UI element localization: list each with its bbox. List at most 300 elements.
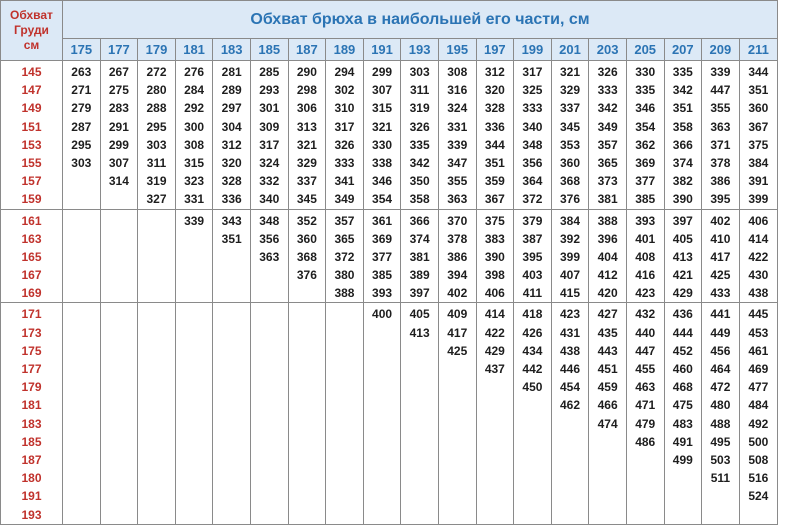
- size-value: [514, 487, 551, 505]
- size-value: 354: [635, 119, 656, 134]
- size-value: 371: [710, 137, 731, 152]
- size-value: [514, 469, 551, 487]
- size-value: 350: [409, 174, 430, 189]
- size-value: 341: [334, 174, 355, 189]
- size-value: 331: [447, 119, 468, 134]
- table-cell: [363, 61, 401, 210]
- size-value: 368: [296, 249, 317, 264]
- size-value: 323: [184, 174, 205, 189]
- chest-girth-value: 145: [21, 65, 42, 79]
- column-header: 181: [175, 39, 213, 61]
- column-header: 205: [626, 39, 664, 61]
- size-value: [326, 324, 363, 342]
- size-value: 331: [184, 192, 205, 207]
- size-value: 355: [710, 101, 731, 116]
- size-value: 397: [409, 286, 430, 301]
- table-cell: [288, 303, 326, 524]
- corner-label-line: Груди: [14, 23, 49, 37]
- table-cell: [175, 303, 213, 524]
- size-value: 430: [748, 268, 769, 283]
- size-value: [401, 378, 438, 396]
- table-cell: [326, 61, 364, 210]
- size-value: 386: [447, 249, 468, 264]
- size-value: [289, 487, 326, 505]
- size-value: 344: [484, 137, 505, 152]
- size-value: 495: [710, 434, 731, 449]
- size-value: 438: [748, 286, 769, 301]
- size-value: [138, 433, 175, 451]
- size-value: 315: [372, 101, 393, 116]
- size-value: [101, 360, 138, 378]
- size-value: 342: [409, 155, 430, 170]
- size-value: [176, 266, 213, 284]
- size-value: 375: [484, 213, 505, 228]
- size-value: 379: [522, 213, 543, 228]
- size-value: 335: [672, 65, 693, 79]
- size-value: 383: [484, 231, 505, 246]
- size-value: 500: [748, 434, 769, 449]
- size-value: [326, 415, 363, 433]
- size-value: [364, 378, 401, 396]
- chest-girth-value: 159: [21, 192, 42, 207]
- chest-girth-value: 171: [21, 307, 42, 322]
- size-value: 360: [748, 101, 769, 116]
- size-value: [63, 415, 100, 433]
- size-value: 408: [635, 249, 656, 264]
- chest-girth-value: 151: [21, 119, 42, 134]
- size-value: 468: [672, 380, 693, 395]
- size-value: [213, 248, 250, 266]
- size-value: 472: [710, 380, 731, 395]
- size-value: [213, 360, 250, 378]
- size-value: 365: [334, 231, 355, 246]
- size-value: 377: [635, 174, 656, 189]
- size-value: 402: [447, 286, 468, 301]
- size-value: [213, 396, 250, 414]
- size-value: 372: [334, 249, 355, 264]
- size-value: 395: [522, 249, 543, 264]
- size-value: 447: [635, 343, 656, 358]
- table-cell: [363, 209, 401, 303]
- table-cell: [63, 61, 101, 210]
- size-value: 311: [146, 155, 167, 170]
- table-cell: [100, 61, 138, 210]
- size-value: 307: [108, 155, 129, 170]
- size-value: [326, 506, 363, 524]
- size-value: 319: [409, 101, 430, 116]
- size-value: [251, 266, 288, 284]
- size-value: 412: [597, 268, 618, 283]
- table-cell: [138, 209, 176, 303]
- chest-girth-value: 149: [21, 101, 42, 116]
- table-cell: [138, 303, 176, 524]
- size-value: 461: [748, 343, 769, 358]
- size-value: 414: [484, 307, 505, 322]
- column-header: 187: [288, 39, 326, 61]
- size-value: [627, 469, 664, 487]
- size-value: 356: [259, 231, 280, 246]
- size-value: 336: [484, 119, 505, 134]
- size-value: [213, 487, 250, 505]
- size-value: 300: [184, 119, 205, 134]
- size-value: [101, 487, 138, 505]
- size-value: 462: [560, 398, 581, 413]
- size-value: [251, 378, 288, 396]
- table-cell: [326, 303, 364, 524]
- size-value: [251, 415, 288, 433]
- size-value: 306: [296, 101, 317, 116]
- chest-girth-value: 191: [21, 489, 42, 504]
- size-value: [213, 469, 250, 487]
- size-value: 402: [710, 213, 731, 228]
- size-value: 326: [597, 65, 618, 79]
- size-value: 393: [635, 213, 656, 228]
- size-value: [101, 469, 138, 487]
- size-value: [63, 506, 100, 524]
- size-value: 374: [672, 155, 693, 170]
- table-cell: [138, 61, 176, 210]
- size-value: [401, 487, 438, 505]
- size-value: 347: [447, 155, 468, 170]
- table-cell: [476, 209, 514, 303]
- size-value: [176, 342, 213, 360]
- size-value: 387: [522, 231, 543, 246]
- size-value: [289, 378, 326, 396]
- size-value: [552, 451, 589, 469]
- corner-label-line: Обхват: [10, 8, 53, 22]
- size-value: 299: [372, 65, 393, 79]
- size-value: [138, 360, 175, 378]
- size-value: [326, 469, 363, 487]
- column-header: 185: [250, 39, 288, 61]
- size-value: [63, 212, 100, 230]
- table-cell: [63, 303, 101, 524]
- size-value: [63, 190, 100, 208]
- size-value: 321: [372, 119, 393, 134]
- size-value: 362: [635, 137, 656, 152]
- size-value: [138, 396, 175, 414]
- size-value: 302: [334, 83, 355, 98]
- column-header: 189: [326, 39, 364, 61]
- size-value: [251, 396, 288, 414]
- column-header: 201: [551, 39, 589, 61]
- size-value: 298: [296, 83, 317, 98]
- size-value: 324: [447, 101, 468, 116]
- size-value: 317: [334, 119, 355, 134]
- size-value: 388: [334, 286, 355, 301]
- size-value: [213, 342, 250, 360]
- size-value: [176, 324, 213, 342]
- size-value: 414: [748, 231, 769, 246]
- size-value: [665, 469, 702, 487]
- size-value: 477: [748, 380, 769, 395]
- size-value: 275: [108, 83, 129, 98]
- size-value: [289, 360, 326, 378]
- size-value: 499: [672, 452, 693, 467]
- size-value: [251, 324, 288, 342]
- size-value: [101, 433, 138, 451]
- table-cell: [551, 303, 589, 524]
- size-value: [138, 230, 175, 248]
- size-value: [101, 230, 138, 248]
- size-value: 406: [484, 286, 505, 301]
- size-value: 328: [221, 174, 242, 189]
- table-cell: [476, 61, 514, 210]
- size-value: 450: [522, 380, 543, 395]
- table-title: Обхват брюха в наибольшей его части, см: [63, 1, 778, 39]
- size-value: [138, 506, 175, 524]
- size-value: 303: [71, 155, 92, 170]
- column-header: 211: [739, 39, 777, 61]
- size-value: 329: [296, 155, 317, 170]
- size-value: 390: [672, 192, 693, 207]
- size-value: 396: [597, 231, 618, 246]
- size-value: [439, 396, 476, 414]
- size-value: 394: [447, 268, 468, 283]
- size-value: [702, 506, 739, 524]
- size-value: 416: [635, 268, 656, 283]
- size-value: 511: [710, 471, 731, 486]
- size-value: 399: [748, 192, 769, 207]
- size-value: 356: [522, 155, 543, 170]
- size-value: 364: [522, 174, 543, 189]
- size-value: [101, 266, 138, 284]
- size-value: [589, 487, 626, 505]
- size-value: 285: [259, 65, 280, 79]
- size-value: [401, 506, 438, 524]
- size-value: 288: [146, 101, 167, 116]
- size-value: [251, 305, 288, 323]
- size-value: 435: [597, 325, 618, 340]
- size-value: 271: [71, 83, 92, 98]
- size-value: 483: [672, 416, 693, 431]
- size-value: 346: [635, 101, 656, 116]
- size-value: [213, 506, 250, 524]
- size-value: [213, 324, 250, 342]
- table-cell: [401, 303, 439, 524]
- size-value: [514, 415, 551, 433]
- table-cell: [63, 209, 101, 303]
- size-value: 423: [560, 307, 581, 322]
- size-value: 413: [672, 249, 693, 264]
- size-value: 346: [372, 174, 393, 189]
- size-value: [514, 396, 551, 414]
- size-value: 454: [560, 380, 581, 395]
- row-group: [1, 209, 778, 303]
- size-value: [589, 433, 626, 451]
- size-value: 410: [710, 231, 731, 246]
- size-value: [63, 284, 100, 302]
- size-value: 315: [184, 155, 205, 170]
- size-value: 339: [184, 213, 205, 228]
- size-value: 304: [221, 119, 242, 134]
- size-value: 438: [560, 343, 581, 358]
- size-value: 308: [184, 137, 205, 152]
- size-value: 297: [221, 101, 242, 116]
- size-value: 303: [146, 137, 167, 152]
- size-value: 338: [372, 155, 393, 170]
- size-value: 272: [146, 65, 167, 79]
- size-value: 443: [597, 343, 618, 358]
- table-cell: [589, 61, 627, 210]
- size-value: [364, 360, 401, 378]
- column-header: 175: [63, 39, 101, 61]
- size-value: 309: [259, 119, 280, 134]
- size-value: [326, 451, 363, 469]
- size-value: [63, 305, 100, 323]
- size-value: [176, 469, 213, 487]
- size-value: [63, 230, 100, 248]
- size-value: [63, 451, 100, 469]
- size-value: 327: [146, 192, 167, 207]
- size-value: [138, 324, 175, 342]
- size-value: 303: [409, 65, 430, 79]
- size-value: 358: [409, 192, 430, 207]
- size-value: 324: [259, 155, 280, 170]
- size-value: [439, 378, 476, 396]
- size-value: 348: [522, 137, 543, 152]
- size-value: 397: [672, 213, 693, 228]
- size-value: 375: [748, 137, 769, 152]
- size-value: 409: [447, 307, 468, 322]
- size-value: [439, 469, 476, 487]
- size-value: [552, 506, 589, 524]
- size-value: [439, 506, 476, 524]
- table-cell: [175, 209, 213, 303]
- chest-girth-value: 187: [21, 452, 42, 467]
- size-value: 449: [710, 325, 731, 340]
- size-value: 377: [372, 249, 393, 264]
- size-value: [138, 305, 175, 323]
- size-value: 336: [221, 192, 242, 207]
- table-cell: [626, 303, 664, 524]
- size-value: [63, 469, 100, 487]
- size-value: 267: [108, 65, 129, 79]
- size-value: 340: [522, 119, 543, 134]
- size-value: 361: [372, 213, 393, 228]
- table-cell: [514, 303, 552, 524]
- row-group: [1, 303, 778, 524]
- size-value: 436: [672, 307, 693, 322]
- size-value: 317: [522, 65, 543, 79]
- size-value: [176, 360, 213, 378]
- size-value: 390: [484, 249, 505, 264]
- size-value: [627, 451, 664, 469]
- size-value: 328: [484, 101, 505, 116]
- size-value: [63, 487, 100, 505]
- chest-girth-header: [1, 1, 63, 61]
- size-value: 417: [447, 325, 468, 340]
- size-value: 289: [221, 83, 242, 98]
- table-cell: [551, 209, 589, 303]
- size-value: 311: [409, 83, 430, 98]
- size-value: [63, 433, 100, 451]
- size-value: 349: [334, 192, 355, 207]
- size-value: [326, 378, 363, 396]
- size-value: [63, 378, 100, 396]
- size-value: 427: [597, 307, 618, 322]
- size-value: 385: [635, 192, 656, 207]
- size-value: [326, 342, 363, 360]
- chest-girth-value: 183: [21, 416, 42, 431]
- table-cell: [626, 209, 664, 303]
- size-value: [552, 415, 589, 433]
- size-value: 339: [447, 137, 468, 152]
- size-value: 460: [672, 362, 693, 376]
- size-value: [364, 324, 401, 342]
- table-cell: [664, 61, 702, 210]
- size-value: 319: [146, 174, 167, 189]
- size-value: [439, 360, 476, 378]
- size-value: 287: [71, 119, 92, 134]
- size-value: 367: [484, 192, 505, 207]
- size-value: [401, 469, 438, 487]
- table-cell: [100, 303, 138, 524]
- size-value: 295: [146, 119, 167, 134]
- size-value: 342: [597, 101, 618, 116]
- size-value: 312: [221, 137, 242, 152]
- size-value: [364, 487, 401, 505]
- size-value: [63, 396, 100, 414]
- size-value: 429: [484, 343, 505, 358]
- corner-label-line: см: [23, 38, 40, 52]
- size-value: 445: [748, 307, 769, 322]
- size-value: [552, 487, 589, 505]
- size-value: 405: [409, 307, 430, 322]
- size-value: 440: [635, 325, 656, 340]
- table-cell: [739, 61, 777, 210]
- size-value: [477, 451, 514, 469]
- size-value: [138, 266, 175, 284]
- size-value: [477, 396, 514, 414]
- size-value: [101, 396, 138, 414]
- table-cell: [250, 209, 288, 303]
- table-cell: [551, 61, 589, 210]
- size-value: [251, 506, 288, 524]
- size-value: 332: [259, 174, 280, 189]
- size-value: [176, 451, 213, 469]
- table-cell: [626, 61, 664, 210]
- size-value: 392: [560, 231, 581, 246]
- size-value: [251, 360, 288, 378]
- size-value: 351: [748, 83, 769, 98]
- size-value: 391: [748, 174, 769, 189]
- chest-girth-value: 193: [21, 507, 42, 522]
- size-value: 421: [672, 268, 693, 283]
- table-cell: [702, 61, 740, 210]
- size-value: 380: [334, 268, 355, 283]
- size-value: 429: [672, 286, 693, 301]
- size-value: [364, 506, 401, 524]
- size-value: [401, 396, 438, 414]
- size-value: 370: [447, 213, 468, 228]
- size-value: 455: [635, 362, 656, 376]
- size-value: [289, 284, 326, 302]
- size-value: 344: [748, 65, 769, 79]
- size-value: [138, 212, 175, 230]
- size-value: 372: [522, 192, 543, 207]
- size-value: 378: [447, 231, 468, 246]
- size-value: 353: [560, 137, 581, 152]
- size-value: 333: [522, 101, 543, 116]
- size-value: 524: [748, 489, 769, 504]
- size-value: 321: [560, 65, 581, 79]
- chest-girth-value: 153: [21, 137, 42, 152]
- size-value: 301: [259, 101, 280, 116]
- size-value: 330: [372, 137, 393, 152]
- size-value: [289, 342, 326, 360]
- chest-girth-value: 163: [21, 231, 42, 246]
